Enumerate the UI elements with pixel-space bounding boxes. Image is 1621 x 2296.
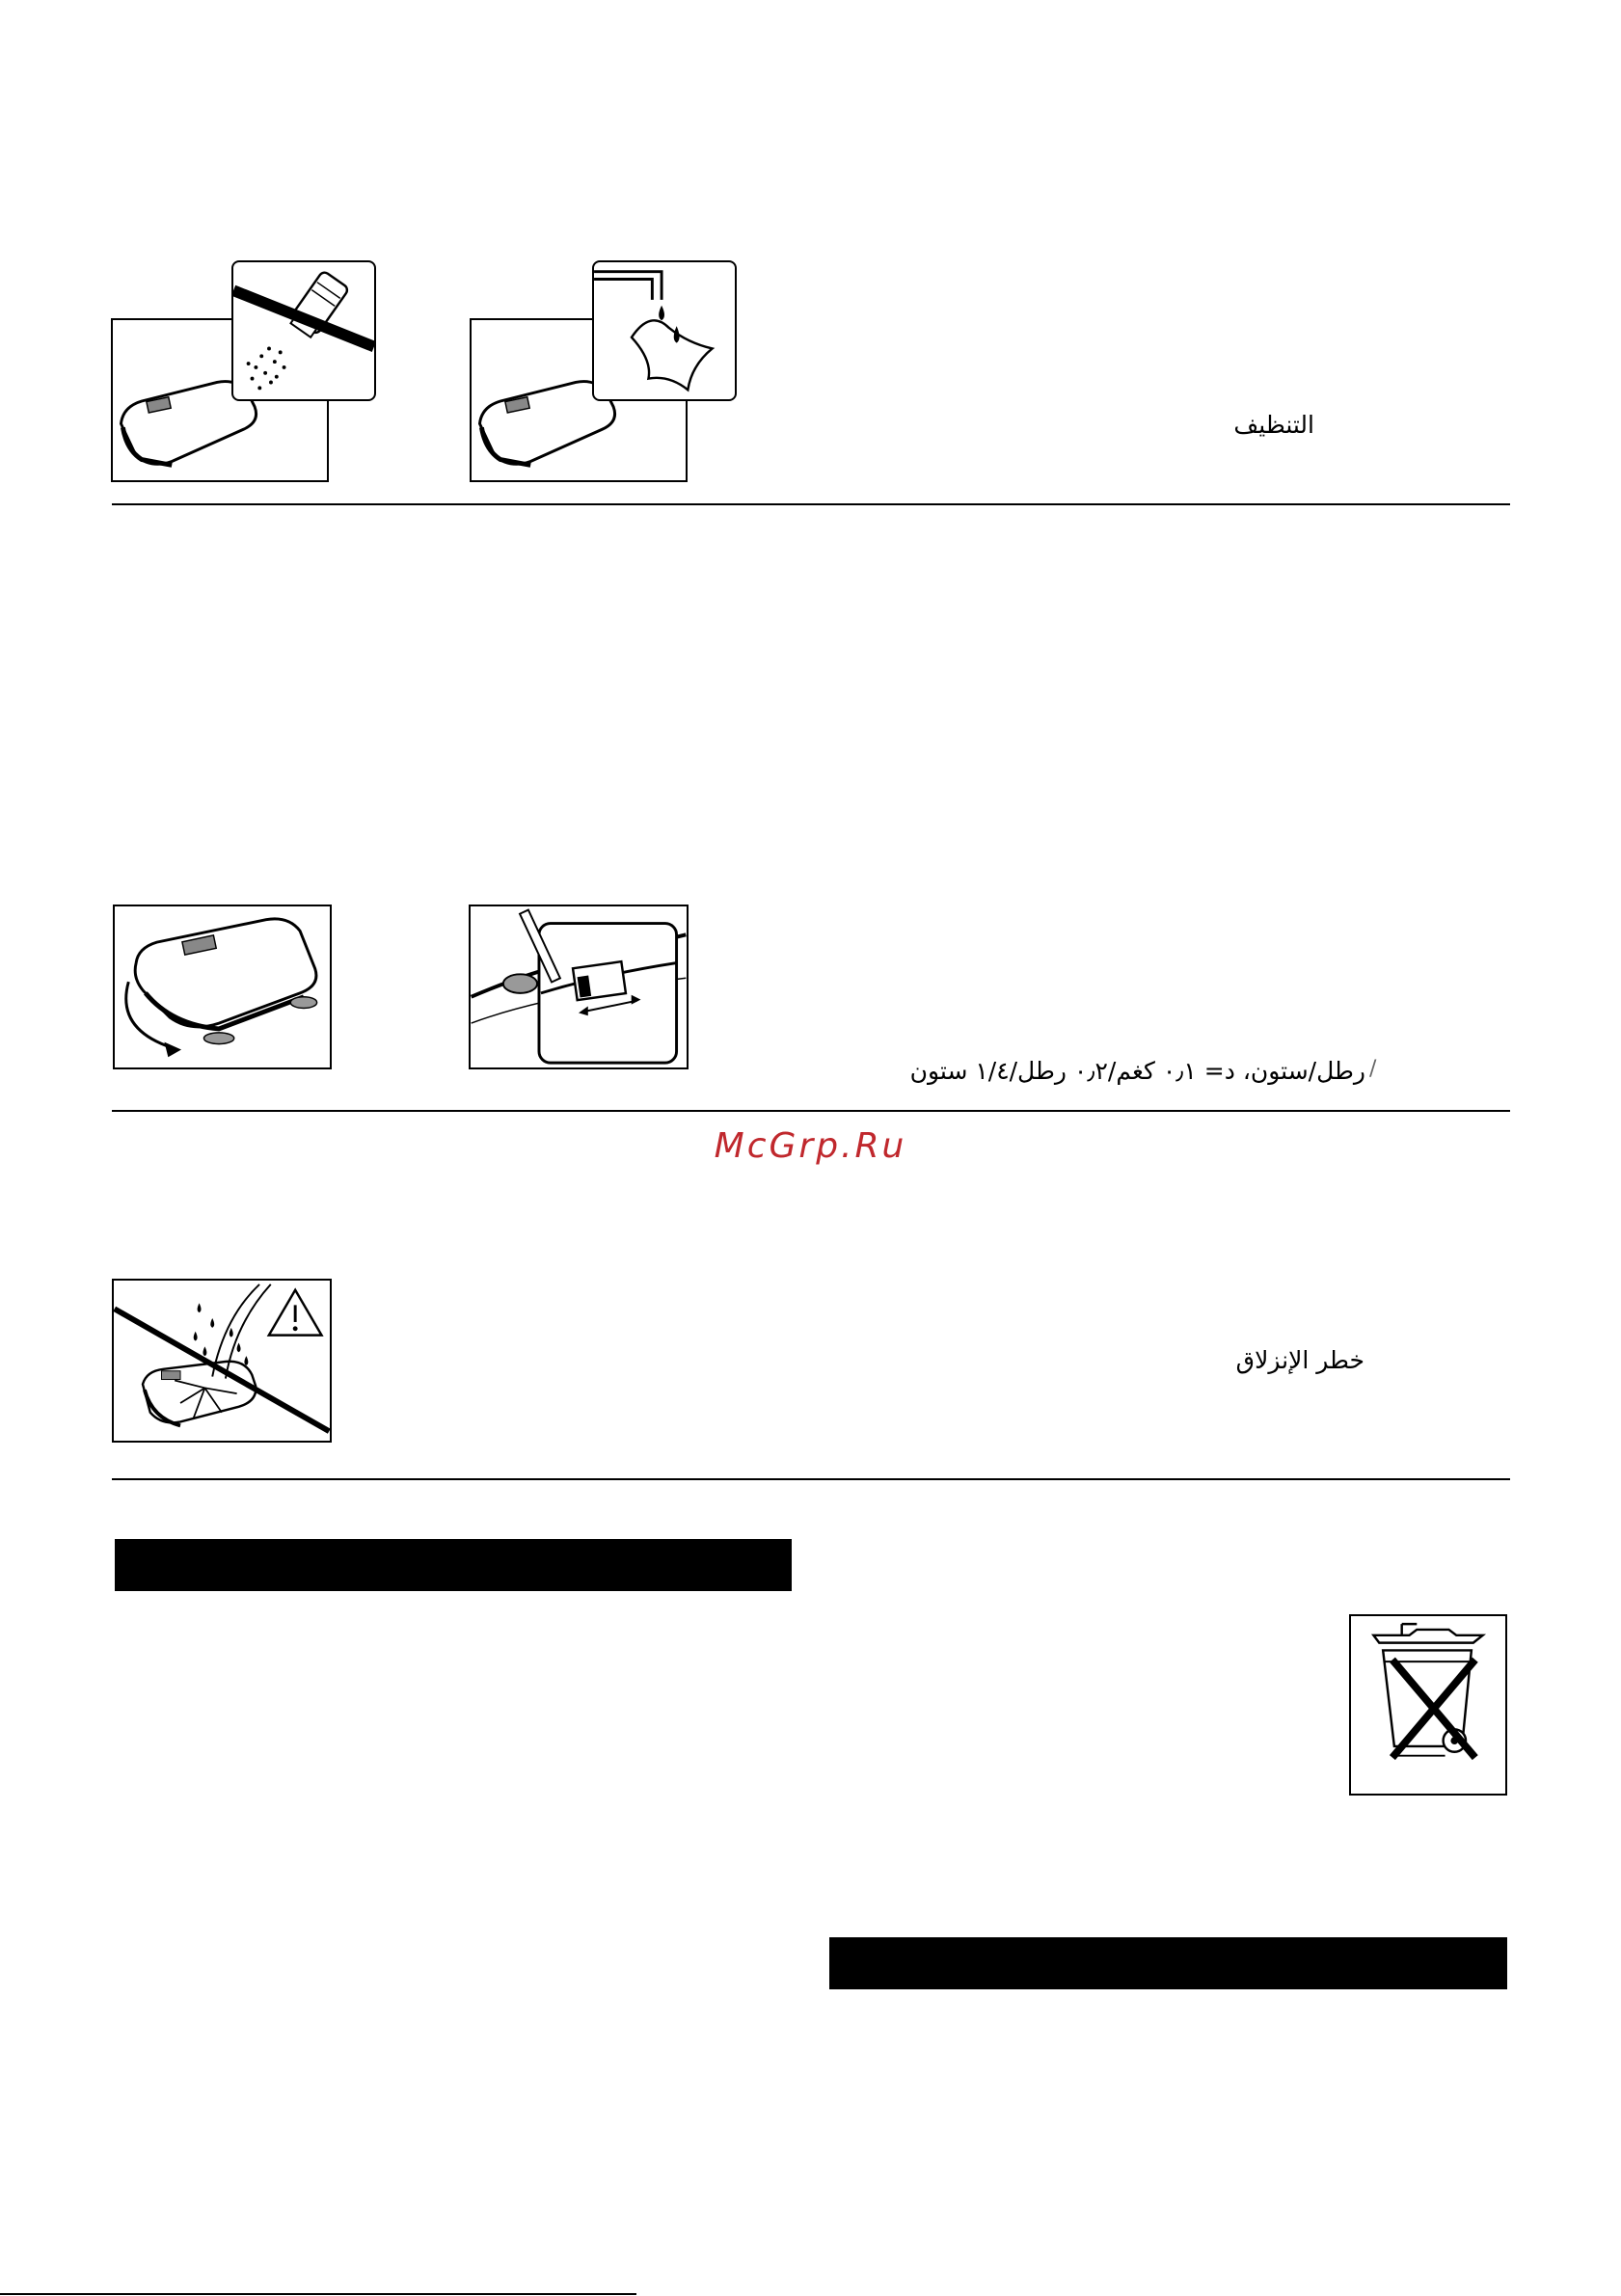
slip-warning-icon bbox=[114, 1281, 330, 1441]
unit-switch-icon bbox=[471, 906, 687, 1067]
footer-rule bbox=[0, 2293, 636, 2295]
slip-warning-illustration bbox=[112, 1279, 332, 1443]
specs-prefix: / bbox=[1369, 1057, 1377, 1081]
no-powder-illustration bbox=[231, 260, 376, 401]
section-divider bbox=[112, 1478, 1510, 1480]
specs-text: رطل/ستون، د= ٠٫١ كغم/٠٫٢ رطل/١/٤ ستون bbox=[909, 1057, 1365, 1085]
powder-icon bbox=[233, 262, 374, 399]
watermark: McGrp.Ru bbox=[714, 1126, 907, 1166]
section-header-bar-left bbox=[115, 1539, 792, 1591]
weee-symbol-frame bbox=[1349, 1614, 1507, 1796]
flip-scale-icon bbox=[115, 906, 330, 1067]
section-divider bbox=[112, 1110, 1510, 1112]
wet-cloth-illustration bbox=[592, 260, 737, 401]
slip-heading: خطر الإنزلاق bbox=[1235, 1346, 1364, 1374]
cleaning-heading: التنظيف bbox=[1233, 411, 1314, 439]
unit-switch-illustration bbox=[469, 905, 689, 1069]
flip-scale-illustration bbox=[113, 905, 332, 1069]
section-header-bar-right bbox=[829, 1937, 1507, 1989]
wet-cloth-icon bbox=[594, 262, 735, 399]
crossed-bin-icon bbox=[1351, 1616, 1505, 1794]
section-divider bbox=[112, 503, 1510, 505]
